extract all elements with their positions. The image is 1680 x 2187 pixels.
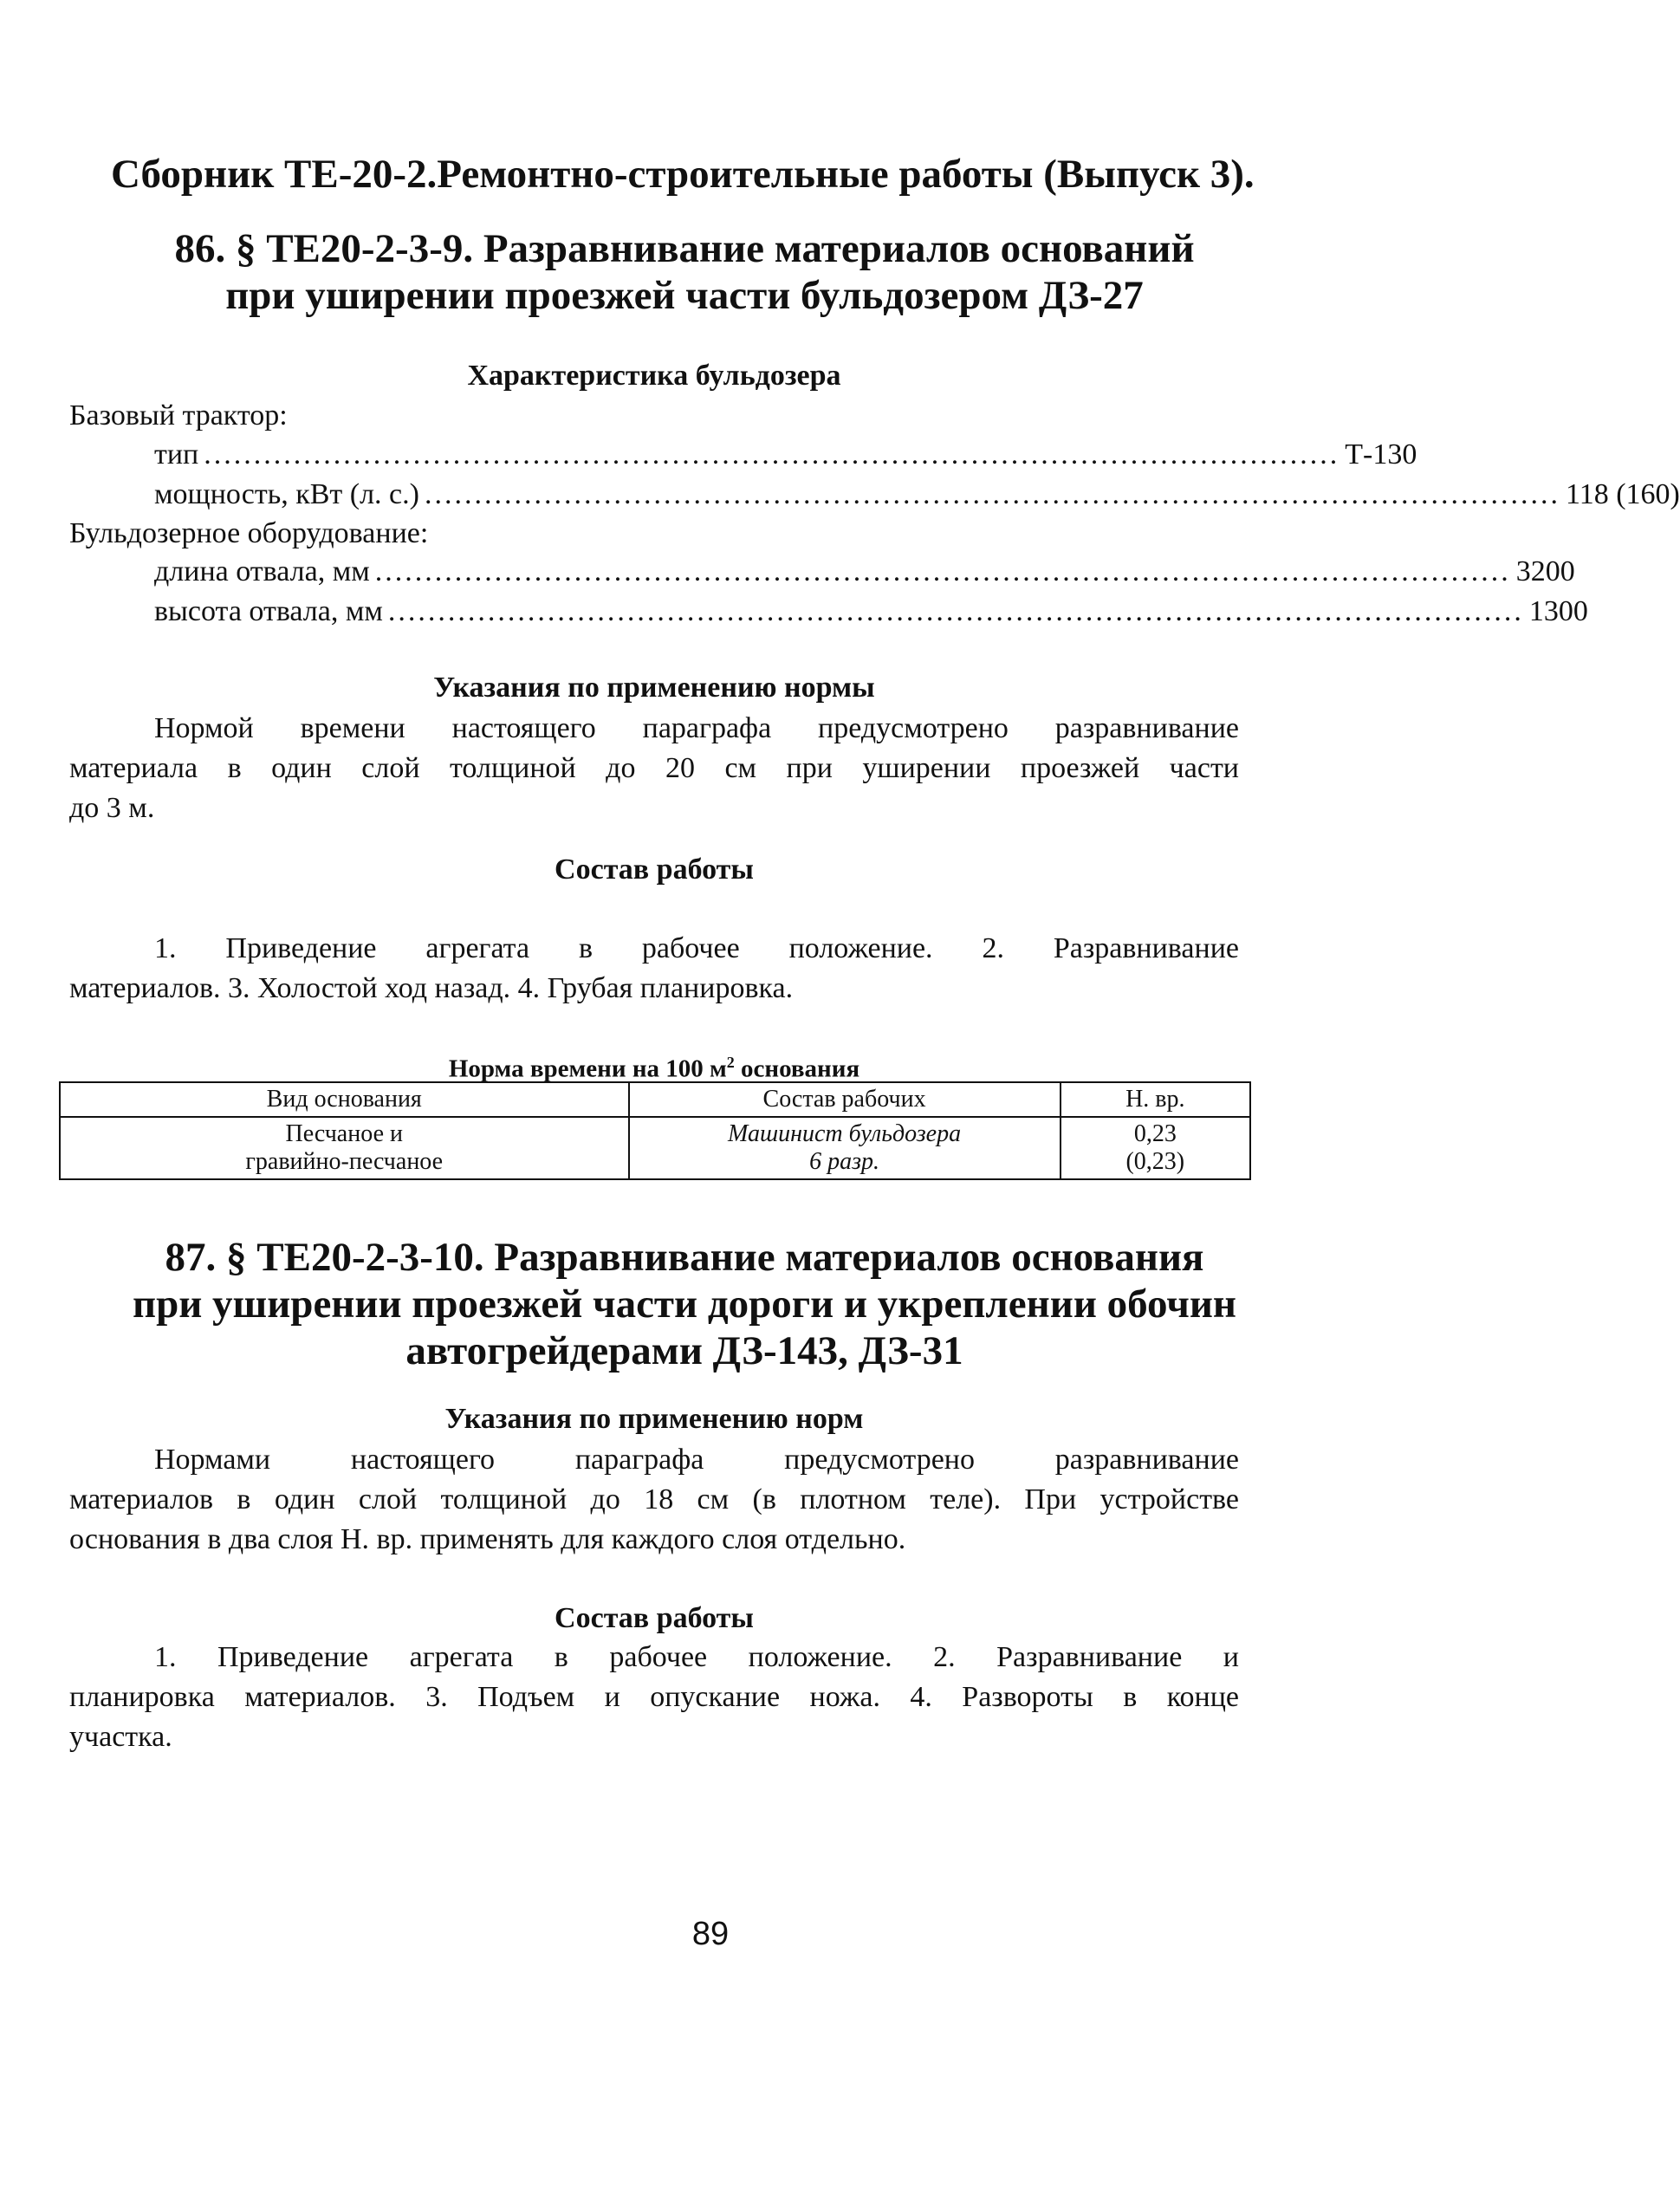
spec-value: 118 (160) [1565, 478, 1680, 510]
cell-line: гравийно-песчаное [245, 1148, 444, 1175]
spec-label: тип [154, 438, 199, 470]
instructions-paragraph-87 [69, 1440, 1239, 1560]
table-header-row [60, 1082, 1250, 1117]
dot-leader: .................................................................................................................. [374, 555, 1511, 587]
paragraph-line: Нормами настоящего параграфа предусмотрено разравнивание [154, 1444, 1239, 1476]
spec-label: мощность, кВт (л. с.) [154, 478, 419, 510]
table-caption-text: Норма времени на 100 м [448, 1055, 727, 1083]
paragraph-line: материала в один слой толщиной до 20 см при уширении проезжей части [69, 752, 1239, 784]
cell-line: Машинист бульдозера [728, 1120, 962, 1147]
table-row [60, 1117, 1250, 1179]
work-heading-86: Состав работы [555, 853, 754, 886]
paragraph-line: Нормой времени настоящего параграфа предусмотрено разравнивание [154, 712, 1239, 744]
equipment-label: Бульдозерное оборудование: [69, 517, 429, 549]
spec-label: длина отвала, мм [154, 555, 370, 587]
spec-row-blade-length [154, 553, 1575, 591]
work-heading-87: Состав работы [555, 1602, 754, 1634]
paragraph-line: планировка материалов. 3. Подъем и опускание ножа. 4. Развороты в конце [69, 1681, 1239, 1713]
paragraph-line: 1. Приведение агрегата в рабочее положение. 2. Разравнивание и [154, 1641, 1239, 1673]
spec-row-blade-height [154, 593, 1588, 631]
dot-leader: .................................................................................................................. [204, 438, 1340, 470]
section-86-title-line-1: 86. § ТЕ20-2-3-9. Разравнивание материалов оснований [174, 226, 1195, 271]
spec-label: высота отвала, мм [154, 595, 383, 627]
spec-row-tractor-type [154, 436, 1417, 474]
cell-line: (0,23) [1125, 1148, 1185, 1175]
time-norm-table [59, 1081, 1251, 1180]
cell-workers [629, 1117, 1061, 1179]
spec-value: Т-130 [1345, 438, 1417, 470]
base-tractor-label: Базовый трактор: [69, 399, 288, 432]
column-header-workers: Состав рабочих [629, 1082, 1061, 1117]
section-86-title [121, 225, 1248, 319]
section-87-title-line-2: при уширении проезжей части дороги и укреплении обочин [133, 1282, 1236, 1327]
cell-base-type [60, 1117, 629, 1179]
work-paragraph-87 [69, 1638, 1239, 1757]
paragraph-line: материалов. 3. Холостой ход назад. 4. Грубая планировка. [69, 972, 794, 1004]
cell-line: 6 разр. [809, 1148, 880, 1175]
cell-line: Песчаное и [285, 1120, 403, 1147]
instructions-paragraph-86 [69, 709, 1239, 828]
work-paragraph-86 [69, 929, 1239, 1009]
section-87-title-line-3: автогрейдерами ДЗ-143, ДЗ-31 [405, 1328, 963, 1373]
instructions-heading-87: Указания по применению норм [444, 1403, 864, 1435]
page-number: 89 [691, 1916, 730, 1952]
paragraph-line: 1. Приведение агрегата в рабочее положение. 2. Разравнивание [154, 932, 1239, 964]
column-header-norm: Н. вр. [1061, 1082, 1250, 1117]
table-caption [61, 1047, 1248, 1085]
dot-leader: .................................................................................................................. [387, 595, 1524, 627]
collection-title: Сборник ТЕ-20-2.Ремонтно-строительные работы (Выпуск 3). [111, 152, 1255, 197]
paragraph-line: основания в два слоя Н. вр. применять для каждого слоя отдельно. [69, 1523, 906, 1555]
paragraph-line: участка. [69, 1721, 172, 1753]
dot-leader: .................................................................................................................. [424, 478, 1560, 510]
section-86-title-line-2: при уширении проезжей части бульдозером ДЗ-27 [225, 273, 1144, 318]
paragraph-line: материалов в один слой толщиной до 18 см (в плотном теле). При устройстве [69, 1483, 1239, 1515]
spec-row-tractor-power [154, 476, 1680, 514]
characteristics-heading: Характеристика бульдозера [467, 360, 841, 392]
instructions-heading-86: Указания по применению нормы [433, 672, 875, 704]
column-header-base-type: Вид основания [60, 1082, 629, 1117]
table-caption-suffix: основания [734, 1055, 860, 1083]
paragraph-line: до 3 м. [69, 792, 155, 824]
section-87-title-line-1: 87. § ТЕ20-2-3-10. Разравнивание материалов основания [165, 1235, 1204, 1280]
cell-norm [1061, 1117, 1250, 1179]
cell-line: 0,23 [1133, 1120, 1177, 1147]
spec-value: 1300 [1528, 595, 1588, 627]
section-87-title [121, 1234, 1248, 1374]
table-caption-superscript: 2 [726, 1054, 735, 1071]
spec-value: 3200 [1515, 555, 1575, 587]
